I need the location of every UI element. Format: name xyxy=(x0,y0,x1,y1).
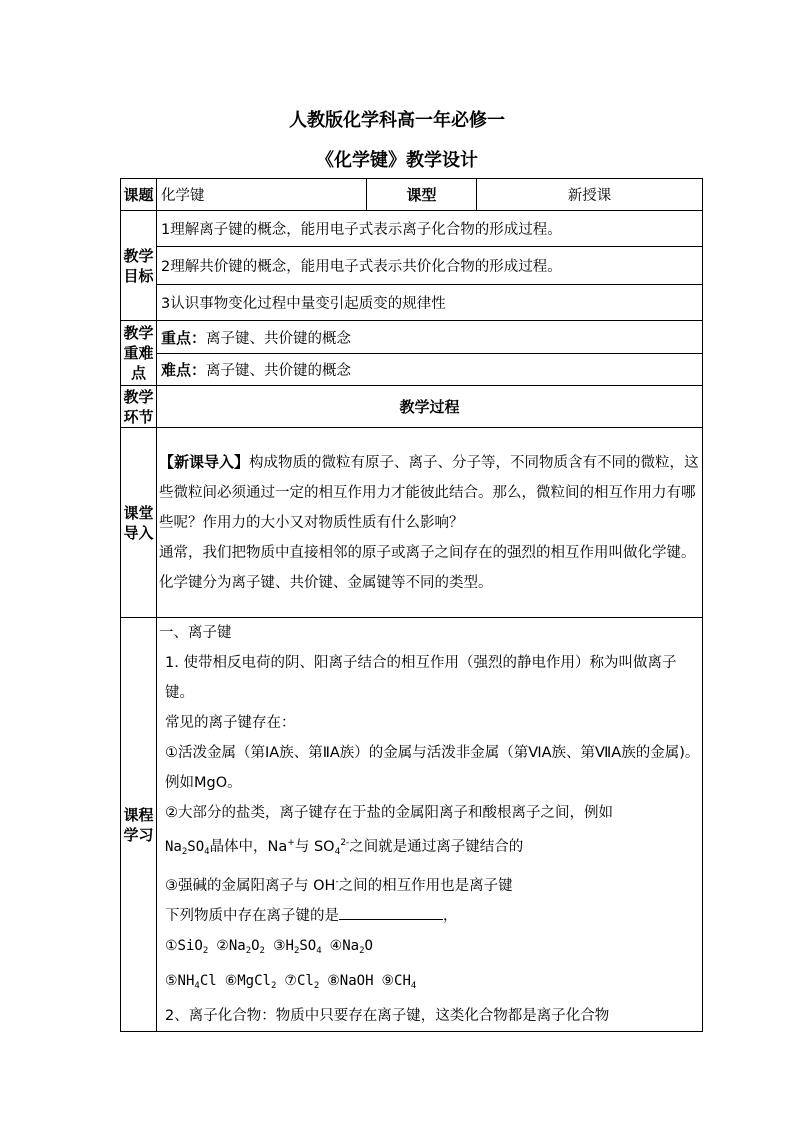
row-learning xyxy=(121,618,703,1032)
intro-paragraph-1 xyxy=(159,447,700,538)
ionic-bond-definition: 1. 使带相反电荷的阴、阳离子结合的相互作用（强烈的静电作用）称为叫做离子键。 xyxy=(165,655,677,701)
intro-body: 构成物质的微粒有原子、离子、分子等，不同物质含有不同的微粒，这些微粒间必须通过一定的相互作用力才能彼此结合。那么，微粒间的相互作用力有哪些呢？作用力的大小又对物质性质有什么影响？ xyxy=(159,455,699,531)
answer-blank[interactable] xyxy=(339,905,443,920)
hard-label: 难点： xyxy=(161,361,207,379)
key-label: 重点： xyxy=(161,328,207,347)
option-b-4: $⑨CH_4$ xyxy=(381,973,417,991)
case-3: ③强碱的金属阳离子与 OH-之间的相互作用也是离子键 xyxy=(165,877,513,894)
lesson-plan-table xyxy=(120,178,703,1032)
document-title-line2: 《化学键》教学设计 xyxy=(316,150,478,171)
option-b-1: ⑥MgCl$_2$ xyxy=(224,973,277,991)
common-intro: 常见的离子键存在： xyxy=(165,715,296,731)
case-2-crystal: 晶体中，Na+与 $SO_4^{2-}$之间就是通过离子键结合的 xyxy=(209,838,524,857)
goal-1: 1理解离子键的概念，能用电子式表示离子化合物的形成过程。 xyxy=(157,211,703,247)
goal-2: 2理解共价键的概念，能用电子式表示共价化合物的形成过程。 xyxy=(157,247,703,285)
case-2-text: ②大部分的盐类，离子键存在于盐的金属阳离子和酸根离子之间，例如 xyxy=(165,805,613,821)
process-header: 教学过程 xyxy=(157,386,703,428)
option-b-3: ⑧NaOH xyxy=(327,973,374,989)
options-line-2 xyxy=(159,966,700,1001)
option-b-2: $⑦Cl_2$ xyxy=(284,973,320,991)
case-2 xyxy=(159,798,700,867)
row-goal-3 xyxy=(121,285,703,321)
label-learning: 课程学习 xyxy=(121,618,157,1032)
hard-value: 离子键、共价键的概念 xyxy=(206,363,352,379)
goal-3: 3认识事物变化过程中量变引起质变的规律性 xyxy=(157,285,703,321)
intro-head: 【新课导入】 xyxy=(159,453,250,471)
hard-point xyxy=(157,354,703,386)
option-a-3: $④Na_2O$ xyxy=(329,938,373,956)
intro-paragraph-3: 化学键分为离子键、共价键、金属键等不同的类型。 xyxy=(159,575,493,591)
row-goal-2 xyxy=(121,247,703,285)
option-b-0: $⑤NH_4Cl$ xyxy=(165,973,217,991)
row-key-point xyxy=(121,321,703,354)
learning-content xyxy=(157,618,703,1032)
case-1: ①活泼金属（第ⅠA族、第ⅡA族）的金属与活泼非金属（第ⅥA族、第ⅦA族的金属)。例如MgO。 xyxy=(165,745,700,791)
row-hard-point xyxy=(121,354,703,386)
document-title-line1: 人教版化学科高一年必修一 xyxy=(289,110,505,131)
intro-content xyxy=(157,428,703,618)
intro-paragraph-2: 通常，我们把物质中直接相邻的原子或离子之间存在的强烈的相互作用叫做化学键。 xyxy=(159,545,696,561)
topic-value: 化学键 xyxy=(157,179,367,211)
key-value: 离子键、共价键的概念 xyxy=(206,330,352,347)
label-process: 教学环节 xyxy=(121,386,157,428)
row-topic xyxy=(121,179,703,211)
options-line-1 xyxy=(159,931,700,966)
label-goals: 教学目标 xyxy=(121,211,157,321)
key-point xyxy=(157,321,703,354)
option-a-1: $②Na_2O_2$ xyxy=(216,938,265,956)
question: 下列物质中存在离子键的是 ， xyxy=(159,901,700,931)
section-heading: 一、离子键 xyxy=(159,625,232,641)
label-intro: 课堂导入 xyxy=(121,428,157,618)
type-label: 课型 xyxy=(367,179,477,211)
ionic-compound-definition: 2、离子化合物：物质中只要存在离子键，这类化合物都是离子化合物 xyxy=(165,1008,610,1024)
option-a-2: $③H_2SO_4$ xyxy=(272,938,322,956)
label-topic: 课题 xyxy=(121,179,157,211)
type-value: 新授课 xyxy=(477,179,703,211)
row-process xyxy=(121,386,703,428)
label-focus: 教学重难点 xyxy=(121,321,157,386)
row-intro xyxy=(121,428,703,618)
formula-na2so4: $Na_2SO_4$ xyxy=(165,839,210,857)
row-goal-1 xyxy=(121,211,703,247)
option-a-0: ①SiO$_2$ xyxy=(165,938,209,956)
